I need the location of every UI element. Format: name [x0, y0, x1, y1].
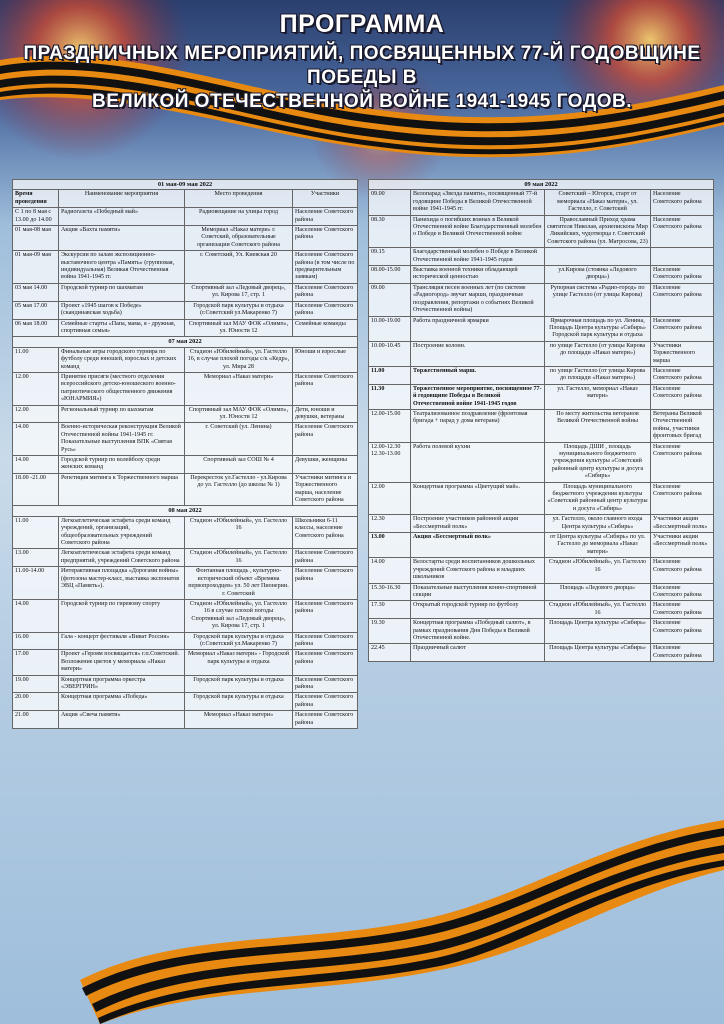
- location-cell: Перекресток ул.Гастелло - ул.Кирова до ул. Гастелло (до школы № 1): [185, 473, 293, 506]
- participants-cell: Население Советского района: [293, 372, 358, 405]
- participants-cell: Население Советского района: [293, 567, 358, 600]
- table-row: [13, 319, 358, 337]
- participants-cell: Население Советского района: [651, 190, 714, 215]
- location-cell: по улице Гастелло (от улицы Кирова до площади «Наказ матери»): [545, 341, 651, 366]
- location-cell: Площадь «Ледового дворца»: [545, 583, 651, 601]
- location-cell: Спортивный зал СОШ № 4: [185, 456, 293, 474]
- participants-cell: Население Советского района: [651, 558, 714, 583]
- location-cell: от Центра культуры «Сибирь» по ул. Гастелло до мемориала «Наказ матери»: [545, 533, 651, 558]
- time-cell: 01 мая-09 мая: [13, 251, 59, 284]
- participants-cell: Население Советского района: [651, 266, 714, 284]
- table-row: [369, 601, 714, 619]
- table-row: [369, 366, 714, 384]
- participants-cell: Население Советского района: [293, 549, 358, 567]
- table-row: [13, 549, 358, 567]
- location-cell: Городской парк культуры и отдыха (г.Советский ул.Макаренко 7): [185, 301, 293, 319]
- time-cell: 11.00-14.00: [13, 567, 59, 600]
- time-cell: 11.00: [369, 366, 411, 384]
- location-cell: г. Советский, Ул. Киевская 20: [185, 251, 293, 284]
- participants-cell: Участники акции «Бессмертный полк»: [651, 533, 714, 558]
- time-cell: 13.00: [369, 533, 411, 558]
- table-row: [13, 693, 358, 711]
- table-row: [369, 409, 714, 442]
- participants-cell: Население Советского района: [293, 650, 358, 675]
- event-cell: Акция «Свеча памяти»: [59, 711, 185, 729]
- date-row: [13, 180, 358, 190]
- event-cell: Торжественное мероприятие, посвященное 77-й годовщине Победы в Великой Отечественной войне 1941-1945 годов: [411, 384, 545, 409]
- time-cell: 01 мая-08 мая: [13, 226, 59, 251]
- event-cell: Трансляция песен военных лет (по системе «Радиогород» звучат марши, праздничные поздравления, репортажи о событиях Великой Отечественной войны): [411, 283, 545, 316]
- date-label: 08 мая 2022: [13, 506, 358, 516]
- location-cell: Советский – Югорск, старт от мемориала «Наказ матери», ул. Гастелло, г. Советский: [545, 190, 651, 215]
- participants-cell: Население Советского района: [293, 632, 358, 650]
- event-cell: Работа полевой кухни: [411, 442, 545, 482]
- page-title: [0, 8, 724, 114]
- table-row: [369, 533, 714, 558]
- column-header: Наименование мероприятия: [59, 190, 185, 208]
- participants-cell: Участники митинга и Торжественного марша, население Советского района: [293, 473, 358, 506]
- participants-cell: Население Советского района: [651, 619, 714, 644]
- date-label: 07 мая 2022: [13, 337, 358, 347]
- time-cell: 19.30: [369, 619, 411, 644]
- participants-cell: Участники акции «Бессмертный полк»: [651, 515, 714, 533]
- date-row: [13, 337, 358, 347]
- date-label: 09 мая 2022: [369, 180, 714, 190]
- table-row: [369, 266, 714, 284]
- table-row: [13, 283, 358, 301]
- table-row: [369, 644, 714, 662]
- event-cell: Концертная программа «Победный салют», в рамках празднования Дня Победы в Великой Отечественной войне.: [411, 619, 545, 644]
- title-line-1: ПРОГРАММА: [279, 10, 445, 38]
- time-cell: 19.00: [13, 675, 59, 693]
- event-cell: Легкоатлетическая эстафета среди команд учреждений, организаций, общеобразовательных учреждений Советского района: [59, 516, 185, 549]
- schedule-table-may-9: [368, 179, 714, 662]
- participants-cell: Население Советского района: [293, 301, 358, 319]
- participants-cell: Население Советского района: [293, 711, 358, 729]
- table-row: [369, 558, 714, 583]
- event-cell: Театрализованное поздравление (фронтовая бригада + парад у дома ветерана): [411, 409, 545, 442]
- table-row: [13, 650, 358, 675]
- event-cell: Гала - концерт фестиваля «Виват Россия»: [59, 632, 185, 650]
- table-row: [369, 341, 714, 366]
- table-row: [13, 208, 358, 226]
- location-cell: Городской парк культуры и отдыха (г.Советский ул.Макаренко 7): [185, 632, 293, 650]
- time-cell: 09.15: [369, 248, 411, 266]
- table-row: [369, 515, 714, 533]
- title-line-3: ВЕЛИКОЙ ОТЕЧЕСТВЕННОЙ ВОЙНЕ 1941-1945 ГОДОВ.: [91, 91, 633, 112]
- location-cell: ул. Гастелло, около главного входа Центра культуры «Сибирь»: [545, 515, 651, 533]
- time-cell: 14.00: [13, 456, 59, 474]
- time-cell: 09.00: [369, 283, 411, 316]
- time-cell: 12.00-12.30 12.30-13.00: [369, 442, 411, 482]
- location-cell: Мемориал «Наказ матери»: [185, 711, 293, 729]
- event-cell: Экскурсии по залам экспозиционно-выставочного центра «Память» (групповая, индивидуальная) Великая Отечественная война 1941-1945 гг.: [59, 251, 185, 284]
- participants-cell: Население Советского района: [651, 583, 714, 601]
- column-header: Место проведения: [185, 190, 293, 208]
- participants-cell: Население Советского района: [651, 442, 714, 482]
- location-cell: [545, 248, 651, 266]
- table-row: [369, 215, 714, 248]
- location-cell: Рупорная система «Радио-город» по улице Гастелло (от улицы Кирова): [545, 283, 651, 316]
- event-cell: Городской турнир по волейболу среди женских команд: [59, 456, 185, 474]
- table-row: [369, 316, 714, 341]
- event-cell: Городской турнир по гиревому спорту: [59, 599, 185, 632]
- time-cell: 14.00: [369, 558, 411, 583]
- time-cell: 08.30: [369, 215, 411, 248]
- table-row: [13, 405, 358, 423]
- event-cell: Показательные выступления конно-спортивной секции: [411, 583, 545, 601]
- table-row: [369, 482, 714, 515]
- table-row: [369, 248, 714, 266]
- participants-cell: Население Советского района: [651, 215, 714, 248]
- event-cell: Работа праздничной ярмарки: [411, 316, 545, 341]
- participants-cell: Семейные команды: [293, 319, 358, 337]
- table-row: [369, 190, 714, 215]
- header-row: [13, 190, 358, 208]
- location-cell: Мемориал «Наказ матери»: [185, 372, 293, 405]
- table-row: [369, 619, 714, 644]
- participants-cell: Население Советского района: [293, 693, 358, 711]
- event-cell: Акция «Вахта памяти»: [59, 226, 185, 251]
- time-cell: 11.30: [369, 384, 411, 409]
- participants-cell: Население Советского района: [651, 601, 714, 619]
- table-row: [369, 384, 714, 409]
- time-cell: 09.00: [369, 190, 411, 215]
- location-cell: Площадь Центра культуры «Сибирь»: [545, 619, 651, 644]
- participants-cell: Население Советского района: [651, 316, 714, 341]
- participants-cell: Население Советского района: [293, 675, 358, 693]
- time-cell: 20.00: [13, 693, 59, 711]
- event-cell: Принятие присяги (местного отделения всероссийского детско-юношеского военно-патриотического общественного движения «ЮНАРМИЯ»): [59, 372, 185, 405]
- event-cell: Праздничный салют: [411, 644, 545, 662]
- location-cell: г. Советский (ул. Ленина): [185, 423, 293, 456]
- event-cell: Выставка военной техники обладающей исторической ценностью: [411, 266, 545, 284]
- participants-cell: Население Советского района: [651, 482, 714, 515]
- table-row: [369, 283, 714, 316]
- time-cell: 18.00 -21.00: [13, 473, 59, 506]
- event-cell: Концертная программа оркестра «ЭВЕРГРИН»: [59, 675, 185, 693]
- time-cell: 14.00: [13, 423, 59, 456]
- time-cell: 12.30: [369, 515, 411, 533]
- participants-cell: Школьники 6-11 классы, население Советского района: [293, 516, 358, 549]
- location-cell: Площадь Центра культуры «Сибирь»: [545, 644, 651, 662]
- participants-cell: Дети, юноши и девушки, ветераны: [293, 405, 358, 423]
- table-row: [369, 583, 714, 601]
- location-cell: Стадион «Юбилейный», ул. Гастелло 16: [545, 558, 651, 583]
- location-cell: Городской парк культуры и отдыха: [185, 693, 293, 711]
- event-cell: Городской турнир по шахматам: [59, 283, 185, 301]
- location-cell: Стадион «Юбилейный», ул. Гастелло 16: [185, 549, 293, 567]
- time-cell: 16.00: [13, 632, 59, 650]
- event-cell: Велопарад «Звезда памяти», посвященный 77-й годовщине Победы в Великой Отечественной войне 1941-1945 гг.: [411, 190, 545, 215]
- location-cell: Ярмарочная площадь по ул. Ленина, Площадь Центра культуры «Сибирь» Городской парк культуры и отдыха: [545, 316, 651, 341]
- participants-cell: Население Советского района: [293, 208, 358, 226]
- event-cell: Репетиция митинга к Торжественного марша: [59, 473, 185, 506]
- event-cell: Акция «Бессмертный полк»: [411, 533, 545, 558]
- location-cell: Стадион «Юбилейный», ул. Гастелло 16: [185, 516, 293, 549]
- event-cell: Торжественный марш.: [411, 366, 545, 384]
- event-cell: Проект «1945 шагов к Победе» (скандинавская ходьба): [59, 301, 185, 319]
- event-cell: Проект «Героям посвящается» г.п.Советский. Возложение цветов у мемориала «Наказ матери»: [59, 650, 185, 675]
- participants-cell: Население Советского района: [651, 283, 714, 316]
- table-row: [13, 423, 358, 456]
- table-row: [13, 301, 358, 319]
- event-cell: Благодарственный молебен о Победе в Великой Отечественной войне 1941-1945 годов: [411, 248, 545, 266]
- time-cell: С 1 по 8 мая с 13.00 до 14.00: [13, 208, 59, 226]
- location-cell: Стадион «Юбилейный», ул. Гастелло 16, в случае плохой погоды с/к «Кедр», ул. Мира 28: [185, 347, 293, 372]
- column-header: Время проведения: [13, 190, 59, 208]
- time-cell: 05 мая 17.00: [13, 301, 59, 319]
- event-cell: Радиогазета «Победный май»: [59, 208, 185, 226]
- time-cell: 11.00: [13, 516, 59, 549]
- participants-cell: [651, 248, 714, 266]
- location-cell: по улице Гастелло (от улицы Кирова до площади «Наказ матери»): [545, 366, 651, 384]
- time-cell: 15.30-16.30: [369, 583, 411, 601]
- time-cell: 10.00-10.45: [369, 341, 411, 366]
- location-cell: Мемориал «Наказ матери» - Городской парк культуры и отдыха: [185, 650, 293, 675]
- st-george-ribbon-bottom: [80, 820, 724, 1024]
- participants-cell: Население Советского района: [293, 226, 358, 251]
- participants-cell: Население Советского района: [293, 599, 358, 632]
- time-cell: 12.00-15.00: [369, 409, 411, 442]
- table-row: [13, 347, 358, 372]
- title-line-2: ПРАЗДНИЧНЫХ МЕРОПРИЯТИЙ, ПОСВЯЩЕННЫХ 77-Й ГОДОВЩИНЕ ПОБЕДЫ В: [23, 43, 701, 88]
- table-row: [13, 372, 358, 405]
- location-cell: Стадион «Юбилейный», ул. Гастелло 16 в случае плохой погоды Спортивный зал «Ледовый дворец», ул. Кирова 17, стр. 1: [185, 599, 293, 632]
- event-cell: Семейные старты «Папа, мама, я - дружная, спортивная семья»: [59, 319, 185, 337]
- time-cell: 12.00: [13, 405, 59, 423]
- participants-cell: Население Советского района: [651, 644, 714, 662]
- time-cell: 08.00-15.00: [369, 266, 411, 284]
- participants-cell: Девушки, женщины: [293, 456, 358, 474]
- time-cell: 22.45: [369, 644, 411, 662]
- event-cell: Концертная программа «Победа»: [59, 693, 185, 711]
- table-row: [13, 632, 358, 650]
- schedule-table-may-1-8: [12, 179, 358, 729]
- date-row: [13, 506, 358, 516]
- table-row: [13, 251, 358, 284]
- location-cell: Мемориал «Наказ матери» г. Советский, образовательные организации Советского района: [185, 226, 293, 251]
- participants-cell: Население Советского района (в том числе по предварительным заявкам): [293, 251, 358, 284]
- table-row: [13, 711, 358, 729]
- location-cell: Площадь ДШИ , площадь муниципального бюджетного учреждения культуры «Советский районный центр культуры и досуга «Сибирь»: [545, 442, 651, 482]
- time-cell: 11.00: [13, 347, 59, 372]
- time-cell: 17.30: [369, 601, 411, 619]
- participants-cell: Население Советского района: [651, 366, 714, 384]
- location-cell: Спортивный зал МАУ ФОК «Олимп», ул. Юности 12: [185, 405, 293, 423]
- time-cell: 14.00: [13, 599, 59, 632]
- time-cell: 10.00-19.00: [369, 316, 411, 341]
- column-header: Участники: [293, 190, 358, 208]
- participants-cell: Население Советского района: [293, 423, 358, 456]
- location-cell: Фонтанная площадь , культурно-исторический объект «Времяна первопроходцев» ул. 50 лет Пионерии. г. Советский: [185, 567, 293, 600]
- location-cell: ул.Кирова (стоянка «Ледового дворца»): [545, 266, 651, 284]
- event-cell: Велостарты среди воспитанников дошкольных учреждений Советского района и младших школьников: [411, 558, 545, 583]
- event-cell: Построение участников районной акции «Бессмертный полк»: [411, 515, 545, 533]
- time-cell: 06 мая 18.00: [13, 319, 59, 337]
- participants-cell: Ветераны Великой Отечественной войны, участники фронтовых бригад: [651, 409, 714, 442]
- table-row: [13, 516, 358, 549]
- event-cell: Финальные игры городского турнира по футболу среди юношей, взрослых и детских команд: [59, 347, 185, 372]
- table-row: [13, 675, 358, 693]
- table-row: [369, 442, 714, 482]
- location-cell: Стадион «Юбилейный», ул. Гастелло 16: [545, 601, 651, 619]
- table-row: [13, 567, 358, 600]
- time-cell: 12.00: [13, 372, 59, 405]
- table-row: [13, 226, 358, 251]
- participants-cell: Юноши и взрослые: [293, 347, 358, 372]
- location-cell: Площадь муниципального бюджетного учреждения культуры «Советский районный центр культуры и досуга «Сибирь»: [545, 482, 651, 515]
- location-cell: Городской парк культуры и отдыха: [185, 675, 293, 693]
- table-row: [13, 599, 358, 632]
- participants-cell: Население Советского района: [293, 283, 358, 301]
- table-row: [13, 473, 358, 506]
- location-cell: По месту жительства ветеранов Великой Отечественной войны: [545, 409, 651, 442]
- location-cell: Спортивный зал МАУ ФОК «Олимп», ул. Юности 12: [185, 319, 293, 337]
- event-cell: Легкоатлетическая эстафета среди команд предприятий, учреждений Советского района: [59, 549, 185, 567]
- location-cell: ул. Гастелло, мемориал «Наказ матери»: [545, 384, 651, 409]
- event-cell: Военно-историческая реконструкция Великой Отечественной войны 1941-1945 гг. Показательные выступления ВПК «Святая Русь»: [59, 423, 185, 456]
- table-row: [13, 456, 358, 474]
- event-cell: Интерактивная площадка «Дорогами войны» (фотозона мастер-класс, выставка экспонатов ЭВЦ «Память»).: [59, 567, 185, 600]
- event-cell: Открытый городской турнир по футболу: [411, 601, 545, 619]
- event-cell: Концертная программа «Цветущий май».: [411, 482, 545, 515]
- date-row: [369, 180, 714, 190]
- time-cell: 13.00: [13, 549, 59, 567]
- location-cell: Православный Приход храма святителя Николая, архиепископа Мир Ликийских, чудотворца г. Советский Советского района (ул. Матросова, 23): [545, 215, 651, 248]
- event-cell: Региональный турнир по шахматам: [59, 405, 185, 423]
- participants-cell: Участники Торжественного марша: [651, 341, 714, 366]
- event-cell: Панихида о погибших воинах в Великой Отечественной войне Благодарственный молебен о Победе в Великой Отечественной войне: [411, 215, 545, 248]
- participants-cell: Население Советского района: [651, 384, 714, 409]
- location-cell: Спортивный зал «Ледовый дворец», ул. Кирова 17, стр. 1: [185, 283, 293, 301]
- time-cell: 03 мая 14.00: [13, 283, 59, 301]
- location-cell: Радиовещание на улицы город: [185, 208, 293, 226]
- event-cell: Построение колонн.: [411, 341, 545, 366]
- time-cell: 12.00: [369, 482, 411, 515]
- time-cell: 17.00: [13, 650, 59, 675]
- date-label: 01 мая-09 мая 2022: [13, 180, 358, 190]
- time-cell: 21.00: [13, 711, 59, 729]
